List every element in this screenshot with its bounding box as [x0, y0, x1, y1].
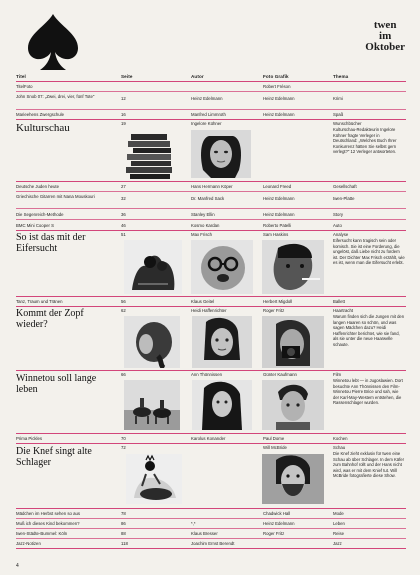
- row-foto: Herbert Migdoll: [263, 299, 293, 304]
- row-titel: Griechische Gitarren mit Nana Mouskouri: [16, 194, 95, 199]
- row-thema: Mode: [333, 511, 344, 516]
- row-titel: twen-Städte-Bummel: Köln: [16, 531, 68, 536]
- woman-photo: [192, 316, 252, 368]
- eifersucht-desc: Eifersucht kann tragisch sein oder komisch. Sie ist eine Forderung, die ungelöst, daß Liebe nicht zu fordern ist. Der Dichter Max Frisch erzählt, wie es ist, wenn man die Eifersucht erlebt.: [333, 238, 405, 266]
- eifersucht-thema: Analyse: [333, 232, 349, 237]
- table-row: [16, 529, 406, 538]
- row-autor: Stanley Ellin: [191, 212, 215, 217]
- portrait-photo: [191, 130, 251, 178]
- page-number: 4: [16, 563, 19, 569]
- winnetou-foto: Günter Kaufmann: [263, 372, 297, 377]
- row-autor: Joachim Ernst Berendt: [191, 541, 235, 546]
- camera-man-photo: [262, 316, 324, 368]
- masthead-line3: Oktober: [365, 41, 405, 53]
- winnetou-desc: Winnetou lebt — in Jugoslawien. Dort besuchte Ann Thönnissen den Film-Winnetou Pierre Brice und sah, wie der Karl-May-Western entstehen, die Rassenschlager wurden.: [333, 378, 403, 406]
- row-foto: Heinz Edelmann: [263, 212, 295, 217]
- bearded-man-photo: [262, 454, 324, 504]
- row-titel: BMC Mini Cooper S: [16, 223, 54, 228]
- performer-photo: [126, 454, 182, 504]
- row-foto: Paul Dome: [263, 436, 285, 441]
- row-seite: 16: [121, 112, 126, 117]
- smoker-photo: [262, 240, 324, 294]
- table-row: [16, 192, 406, 208]
- kulturschau-desc: Kulturschau-Redakteurin Ingelore Kühner fragte Verleger in Deutschland: „Welches Buch Ihrer Konkurrenz hätten Sie selbst gern verlegt?" 12 Verleger antworteten.: [333, 127, 397, 155]
- row-autor: Kosmo Kardan: [191, 223, 220, 228]
- kulturschau-autor: Ingelore Kühner: [191, 121, 222, 126]
- eifersucht-foto: Sam Haskins: [263, 232, 289, 237]
- riders-photo: [124, 380, 180, 430]
- knef-desc: Die Knef zieht exklusiv für twen eine Schau ab über Schlager. In dem Käfer zum Bahnhof rollt und der Hans nicht wird, was er mit dem Knief tut. Will McBride fotografierte diese Show.: [333, 451, 404, 479]
- table-row: [16, 519, 406, 528]
- knef-title: Die Knef singt alte Schlager: [16, 446, 92, 468]
- row-titel: Deutsche Juden heute: [16, 184, 60, 189]
- braid-photo: [124, 316, 180, 368]
- row-autor: Klaus Bresser: [191, 531, 218, 536]
- winnetou-title: Winnetou soll lange leben: [16, 373, 97, 395]
- table-row: [16, 509, 406, 518]
- masthead-line2: im: [379, 30, 392, 42]
- kulturschau-seite: 19: [121, 121, 126, 126]
- eifersucht-title: So ist das mit der Eifersucht: [16, 232, 86, 254]
- eifersucht-autor: Max Frisch: [191, 232, 213, 237]
- row-seite: 32: [121, 196, 126, 201]
- row-foto: Heinz Edelmann: [263, 96, 295, 101]
- section-rule: [16, 306, 406, 307]
- young-man-photo: [262, 380, 324, 430]
- books-photo: [125, 130, 179, 180]
- table-row: [16, 297, 406, 306]
- row-seite: 36: [121, 212, 126, 217]
- row-seite: 46: [121, 223, 126, 228]
- sculpture-photo: [124, 240, 182, 294]
- row-seite: 88: [121, 531, 126, 536]
- header-autor: Autor: [191, 74, 204, 79]
- kulturschau-thema: Wunschbücher: [333, 121, 362, 126]
- row-foto: Heinz Edelmann: [263, 112, 295, 117]
- section-rule: [16, 119, 406, 120]
- row-thema: twen-Platte: [333, 196, 355, 201]
- row-autor: Manfred Limmroth: [191, 112, 226, 117]
- row-thema: Krimi: [333, 96, 343, 101]
- header-thema: Thema: [333, 74, 349, 79]
- zopf-foto: Roger Fritz: [263, 308, 285, 313]
- masthead-line1: twen: [373, 19, 397, 31]
- row-titel: Mädchen im Herbst sehen so aus: [16, 511, 81, 516]
- row-thema: Jazz: [333, 541, 342, 546]
- row-seite: 118: [121, 541, 128, 546]
- knef-thema: Schau: [333, 445, 346, 450]
- row-titel: Muß ich dieses Kind bekommen?: [16, 521, 80, 526]
- row-foto: Leonard Freed: [263, 184, 292, 189]
- section-rule: [16, 370, 406, 371]
- zopf-autor: Heidi Haffenrichter: [191, 308, 227, 313]
- table-row: [16, 82, 406, 91]
- row-thema: Leben: [333, 521, 345, 526]
- header-titel: Titel: [16, 74, 26, 79]
- winnetou-thema: Film: [333, 372, 342, 377]
- row-titel: Marieehens Zwergschule: [16, 112, 65, 117]
- row-seite: 78: [121, 511, 126, 516]
- table-row: [16, 221, 406, 230]
- winnetou-seite: 66: [121, 372, 126, 377]
- header-seite: Seite: [121, 74, 133, 79]
- row-thema: Auto: [333, 223, 342, 228]
- row-seite: 27: [121, 184, 126, 189]
- man-glasses-photo: [191, 240, 253, 294]
- row-rule: [16, 208, 406, 209]
- row-foto: Heinz Edelmann: [263, 521, 295, 526]
- zopf-title: Kommt der Zopf wieder?: [16, 308, 84, 330]
- row-foto: Chadwick Hall: [263, 511, 291, 516]
- row-foto: Roger Fritz: [263, 531, 285, 536]
- kulturschau-title: Kulturschau: [16, 122, 70, 134]
- row-thema: Kochen: [333, 436, 348, 441]
- row-seite: 70: [121, 436, 126, 441]
- section-rule: [16, 230, 406, 231]
- table-row: [16, 434, 406, 443]
- row-thema: Gesellschaft: [333, 184, 357, 189]
- row-autor: *,*: [191, 521, 196, 526]
- eifersucht-seite: 51: [121, 232, 126, 237]
- zopf-thema: Haartracht: [333, 308, 354, 313]
- row-thema: Reise: [333, 531, 344, 536]
- table-row: [16, 210, 406, 219]
- row-titel: Tanz, Traum und Tränen: [16, 299, 63, 304]
- long-hair-woman-photo: [192, 380, 252, 430]
- row-foto: Roberto Patelli: [263, 223, 292, 228]
- row-autor: Karolus Konander: [191, 436, 226, 441]
- table-row: [16, 110, 406, 119]
- knef-seite: 72: [121, 445, 126, 450]
- table-row: [16, 539, 406, 548]
- row-foto: Heinz Edelmann: [263, 196, 295, 201]
- row-foto: Robert Fréson: [263, 84, 291, 89]
- masthead: [365, 20, 405, 53]
- row-seite: 56: [121, 299, 126, 304]
- zopf-seite: 62: [121, 308, 126, 313]
- row-thema: Spaß: [333, 112, 344, 117]
- row-titel: John Snob 07: „Zwei, drei, vier, fünf Tote": [16, 94, 95, 99]
- spade-icon: [26, 12, 80, 72]
- row-autor: Dr. Manfred Sack: [191, 196, 225, 201]
- row-titel: Jazz-Notizen: [16, 541, 41, 546]
- row-titel: Die Segenreich-Methode: [16, 212, 64, 217]
- row-rule: [16, 219, 406, 220]
- zopf-desc: Warum finden sich die Jungen mit den langen Haaren so schön, und was sagen Mädchen dazu? Heidi Haffenrichter berichtet, wie sie fand, als sie unter die neue Haarwelle schaute.: [333, 314, 405, 347]
- knef-foto: Will McBride: [263, 445, 287, 450]
- section-rule: [16, 548, 406, 549]
- row-thema: Ballett: [333, 299, 345, 304]
- section-rule: [16, 443, 406, 444]
- row-autor: Hans Hermann Köper: [191, 184, 233, 189]
- row-titel: TitelFoto: [16, 84, 33, 89]
- row-thema: Story: [333, 212, 344, 217]
- table-row: [16, 92, 406, 108]
- row-seite: 12: [121, 96, 126, 101]
- row-autor: Klaus Geitel: [191, 299, 215, 304]
- header-foto: Foto Grafik: [263, 74, 289, 79]
- row-autor: Heinz Edelmann: [191, 96, 223, 101]
- winnetou-autor: Ann Thönnissen: [191, 372, 222, 377]
- row-seite: 86: [121, 521, 126, 526]
- row-titel: Prima Pickles: [16, 436, 43, 441]
- table-row: [16, 182, 406, 191]
